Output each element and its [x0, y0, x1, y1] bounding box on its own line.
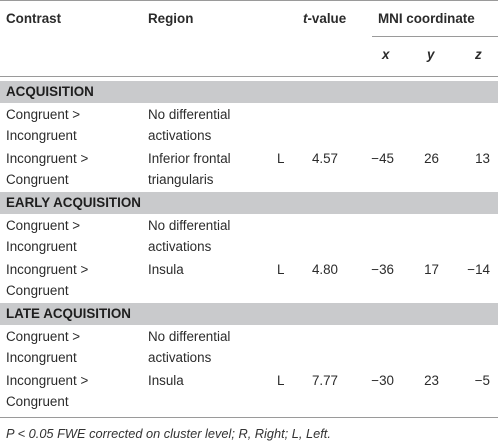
header-y: y [427, 47, 435, 62]
coord-y: 17 [424, 262, 439, 277]
header-x: x [382, 47, 390, 62]
contrast-line2: Congruent [6, 172, 69, 187]
contrast-line2: Congruent [6, 394, 69, 409]
t-value: 4.57 [311, 151, 338, 166]
section-title: ACQUISITION [6, 84, 94, 99]
section-title: LATE ACQUISITION [6, 306, 131, 321]
contrast-line2: Incongruent [6, 239, 77, 254]
region-line1: Insula [148, 373, 184, 388]
coord-x: −36 [371, 262, 394, 277]
contrast-line2: Congruent [6, 283, 69, 298]
section-acquisition [0, 81, 498, 103]
contrast-line2: Incongruent [6, 128, 77, 143]
region-line1: Insula [148, 262, 184, 277]
t-value: 4.80 [311, 262, 338, 277]
header-t-value [303, 8, 346, 30]
hemisphere: L [277, 262, 285, 277]
contrast-line1: Congruent > [6, 218, 81, 233]
coord-x: −45 [371, 151, 394, 166]
contrast-line1: Incongruent > [6, 373, 89, 388]
coord-z: −14 [467, 262, 490, 277]
coord-z: −5 [474, 373, 490, 388]
section-title: EARLY ACQUISITION [6, 195, 141, 210]
header-t-suffix: -value [307, 11, 347, 26]
coord-z: 13 [475, 151, 490, 166]
header-contrast: Contrast [6, 11, 62, 26]
region-line2: activations [148, 239, 212, 254]
region-line1: No differential [148, 329, 231, 344]
header-rule [0, 76, 498, 77]
section-late-acquisition [0, 303, 498, 325]
region-line2: triangularis [148, 172, 214, 187]
section-early-acquisition [0, 192, 498, 214]
header-mni: MNI coordinate [378, 11, 475, 26]
table-footnote: P < 0.05 FWE corrected on cluster level; R, Right; L, Left. [6, 426, 331, 441]
coord-y: 26 [424, 151, 439, 166]
contrast-line1: Congruent > [6, 107, 81, 122]
top-rule [0, 0, 498, 1]
coord-x: −30 [371, 373, 394, 388]
region-line1: No differential [148, 107, 231, 122]
contrast-line1: Congruent > [6, 329, 81, 344]
contrast-line2: Incongruent [6, 350, 77, 365]
hemisphere: L [277, 151, 285, 166]
region-line1: No differential [148, 218, 231, 233]
region-line1: Inferior frontal [148, 151, 231, 166]
bottom-rule [0, 417, 498, 418]
header-region: Region [148, 11, 194, 26]
region-line2: activations [148, 350, 212, 365]
region-line2: activations [148, 128, 212, 143]
contrast-line1: Incongruent > [6, 262, 89, 277]
contrast-line1: Incongruent > [6, 151, 89, 166]
coord-y: 23 [424, 373, 439, 388]
hemisphere: L [277, 373, 285, 388]
header-z: z [475, 47, 482, 62]
mni-rule [372, 36, 498, 37]
t-value: 7.77 [311, 373, 338, 388]
header-t-letter: t [303, 11, 308, 26]
